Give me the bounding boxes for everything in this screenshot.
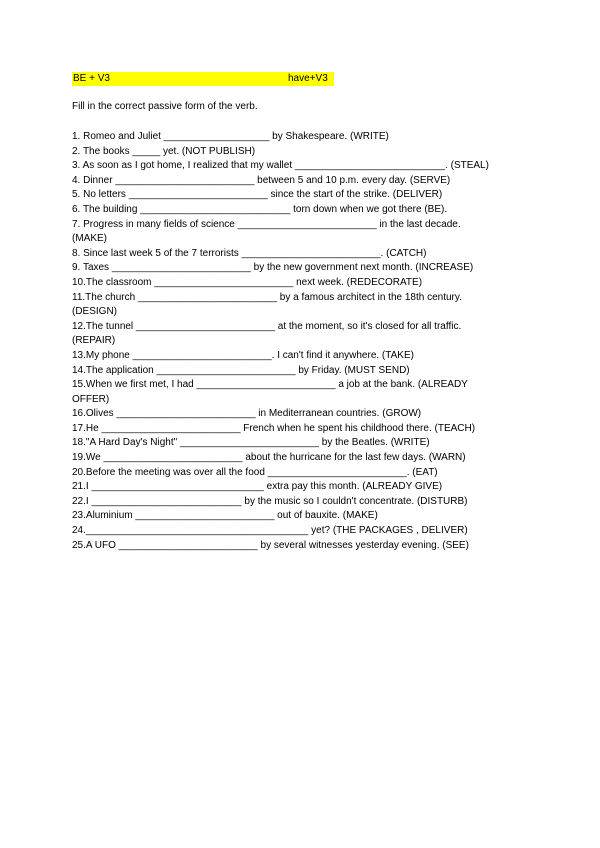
exercise-item [72, 509, 542, 524]
exercise-text: 23.Aluminium _________________________ out of bauxite. (MAKE) [72, 510, 378, 522]
exercise-text: 1. Romeo and Juliet ___________________ by Shakespeare. (WRITE) [72, 131, 389, 142]
exercise-item [72, 145, 542, 160]
exercise-item [72, 276, 542, 291]
exercise-text-continued: (MAKE) [72, 233, 107, 245]
exercise-item [72, 378, 542, 407]
exercise-item [72, 480, 542, 495]
exercise-text: 2. The books _____ yet. (NOT PUBLISH) [72, 145, 256, 157]
exercise-text: 24.________________________________________ yet? (THE PACKAGES , DELIVER) [72, 525, 468, 537]
exercise-text: 11.The church _________________________ by a famous architect in the 18th century. [72, 291, 462, 303]
exercise-item [72, 218, 542, 247]
exercise-list [72, 130, 542, 553]
instruction-text: Fill in the correct passive form of the verb. [72, 101, 258, 112]
exercise-text: 21.I _______________________________ extra pay this month. (ALREADY GIVE) [72, 481, 443, 493]
exercise-text: 20.Before the meeting was over all the food _________________________. (EAT) [72, 466, 438, 478]
exercise-item [72, 524, 542, 539]
exercise-text: 5. No letters _________________________ since the start of the strike. (DELIVER) [72, 189, 443, 201]
exercise-text: 3. As soon as I got home, I realized that my wallet ___________________________. (STEAL) [72, 160, 489, 172]
exercise-text: 4. Dinner _________________________ between 5 and 10 p.m. every day. (SERVE) [72, 174, 451, 186]
exercise-text: 7. Progress in many fields of science _________________________ in the last decade. [72, 218, 461, 230]
exercise-item [72, 159, 542, 174]
exercise-item [72, 261, 542, 276]
header-right-label: have+V3 [288, 73, 328, 84]
exercise-text: 18."A Hard Day's Night" _________________________ by the Beatles. (WRITE) [72, 437, 430, 449]
exercise-text: 10.The classroom _________________________ next week. (REDECORATE) [72, 276, 423, 288]
exercise-item [72, 130, 542, 145]
exercise-text: 17.He _________________________ French when he spent his childhood there. (TEACH) [72, 422, 476, 434]
exercise-item [72, 291, 542, 320]
exercise-item [72, 422, 542, 437]
exercise-text-continued: OFFER) [72, 393, 110, 405]
exercise-item [72, 174, 542, 189]
exercise-text: 14.The application _________________________ by Friday. (MUST SEND) [72, 364, 410, 376]
exercise-text-continued: (DESIGN) [72, 306, 117, 318]
exercise-item [72, 436, 542, 451]
exercise-text: 19.We _________________________ about the hurricane for the last few days. (WARN) [72, 452, 466, 464]
exercise-text: 8. Since last week 5 of the 7 terrorists _________________________. (CATCH) [72, 247, 427, 259]
exercise-item [72, 466, 542, 481]
header-left-label: BE + V3 [73, 73, 110, 84]
exercise-text: 12.The tunnel _________________________ at the moment, so it's closed for all traffic. [72, 320, 462, 332]
exercise-item [72, 320, 542, 349]
exercise-text-continued: (REPAIR) [72, 335, 116, 347]
exercise-item [72, 203, 542, 218]
exercise-item [72, 539, 542, 554]
exercise-text: 16.Olives _________________________ in Mediterranean countries. (GROW) [72, 408, 422, 420]
exercise-item [72, 495, 542, 510]
exercise-text: 6. The building ___________________________ torn down when we got there (BE). [72, 203, 448, 215]
exercise-item [72, 364, 542, 379]
exercise-text: 9. Taxes _________________________ by the new government next month. (INCREASE) [72, 262, 474, 274]
exercise-item [72, 451, 542, 466]
exercise-text: 25.A UFO _________________________ by several witnesses yesterday evening. (SEE) [72, 539, 469, 551]
exercise-item [72, 247, 542, 262]
exercise-item [72, 407, 542, 422]
exercise-item [72, 188, 542, 203]
exercise-text: 22.I ___________________________ by the music so I couldn't concentrate. (DISTURB) [72, 495, 468, 507]
exercise-text: 13.My phone _________________________. I can't find it anywhere. (TAKE) [72, 349, 414, 361]
exercise-text: 15.When we first met, I had _________________________ a job at the bank. (ALREADY [72, 379, 468, 391]
exercise-item [72, 349, 542, 364]
